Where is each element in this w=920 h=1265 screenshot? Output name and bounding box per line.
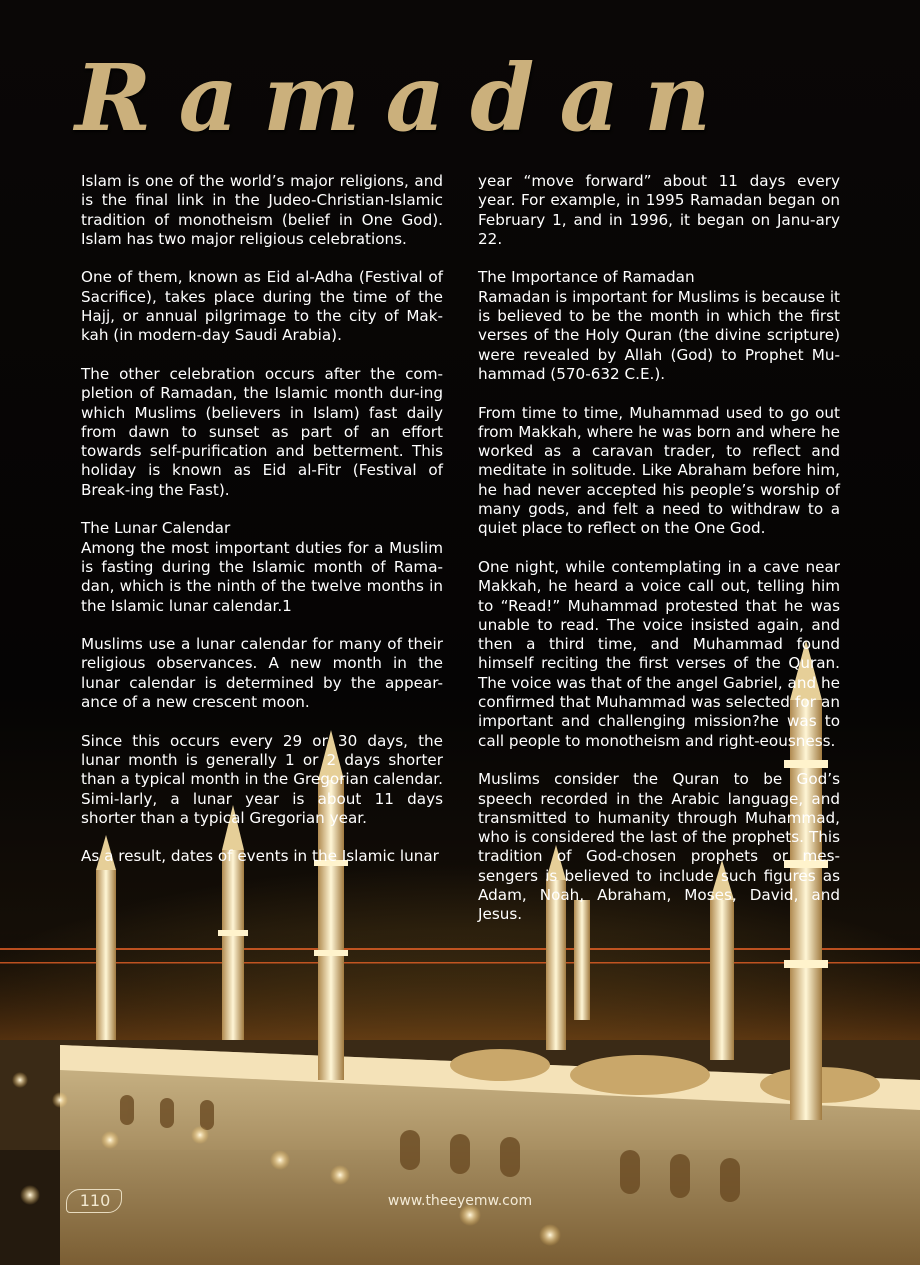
website-url[interactable]: www.theeyemw.com: [387, 1193, 533, 1209]
paragraph-text: Ramadan is important for Muslims is because it is believed to be the month in which the first verses of the Holy Quran (the divine scripture) were revealed by Allah (God) to Prophet Mu-hammad (570-632 C.E.).: [478, 287, 840, 383]
left-column: [81, 172, 443, 867]
section-heading: The Lunar Calendar: [81, 519, 231, 538]
paragraph: As a result, dates of events in the Islamic lunar: [81, 847, 439, 866]
paragraph: From time to time, Muhammad used to go out from Makkah, where he was born and where he worked as a caravan trader, to reflect and meditate in solitude. Like Abraham before him, he had never accepted his people’s worship of many gods, and felt a need to withdraw to a quiet place to reflect on the One God.: [478, 403, 840, 538]
page-number-text: 110: [79, 1191, 111, 1210]
section-heading: The Importance of Ramadan: [478, 268, 695, 287]
page-number: [66, 1186, 124, 1216]
paragraph: The other celebration occurs after the com-pletion of Ramadan, the Islamic month dur-ing which Muslims (believers in Islam) fast daily from dawn to sunset as part of an effort towards self-purification and betterment. This holiday is known as Eid al-Fitr (Festival of Break-ing the Fast).: [81, 364, 443, 499]
paragraph: Muslims consider the Quran to be God’s speech recorded in the Arabic language, and transmitted to humanity through Muhammad, who is considered the last of the prophets. This tradition of God-chosen prophets or mes-sengers is believed to include such figures as Adam, Noah, Abraham, Moses, David, and Jesus.: [478, 770, 840, 924]
paragraph: [81, 519, 443, 615]
paragraph: One night, while contemplating in a cave near Makkah, he heard a voice call out, telling him to “Read!” Muhammad protested that he was unable to read. The voice insisted again, and then a third time, and Muhammad found himself reciting the first verses of the Quran. The voice was that of the angel Gabriel, and he confirmed that Muhammad was selected for an important and challenging mission?he was to call people to monotheism and right-eousness.: [478, 557, 840, 750]
right-column: [478, 172, 840, 925]
paragraph: Muslims use a lunar calendar for many of their religious observances. A new month in the lunar calendar is determined by the appear-ance of a new crescent moon.: [81, 635, 443, 712]
paragraph-text: Among the most important duties for a Muslim is fasting during the Islamic month of Rama-dan, which is the ninth of the twelve months in the Islamic lunar calendar.1: [81, 538, 443, 615]
paragraph: Islam is one of the world’s major religions, and is the final link in the Judeo-Christian-Islamic tradition of monotheism (belief in One God). Islam has two major religious celebrations.: [81, 172, 443, 248]
page-title: Ramadan: [75, 44, 736, 152]
paragraph: One of them, known as Eid al-Adha (Festival of Sacrifice), takes place during the time of the Hajj, or annual pilgrimage to the city of Mak-kah (in modern-day Saudi Arabia).: [81, 268, 443, 345]
paragraph: year “move forward” about 11 days every year. For example, in 1995 Ramadan began on February 1, and in 1996, it began on Janu-ary 22.: [478, 172, 840, 248]
paragraph: Since this occurs every 29 or 30 days, the lunar month is generally 1 or 2 days shorter than a typical month in the Gregorian calendar. Simi-larly, a lunar year is about 11 days shorter than a typical Gregorian year.: [81, 731, 443, 827]
paragraph: [478, 268, 840, 384]
